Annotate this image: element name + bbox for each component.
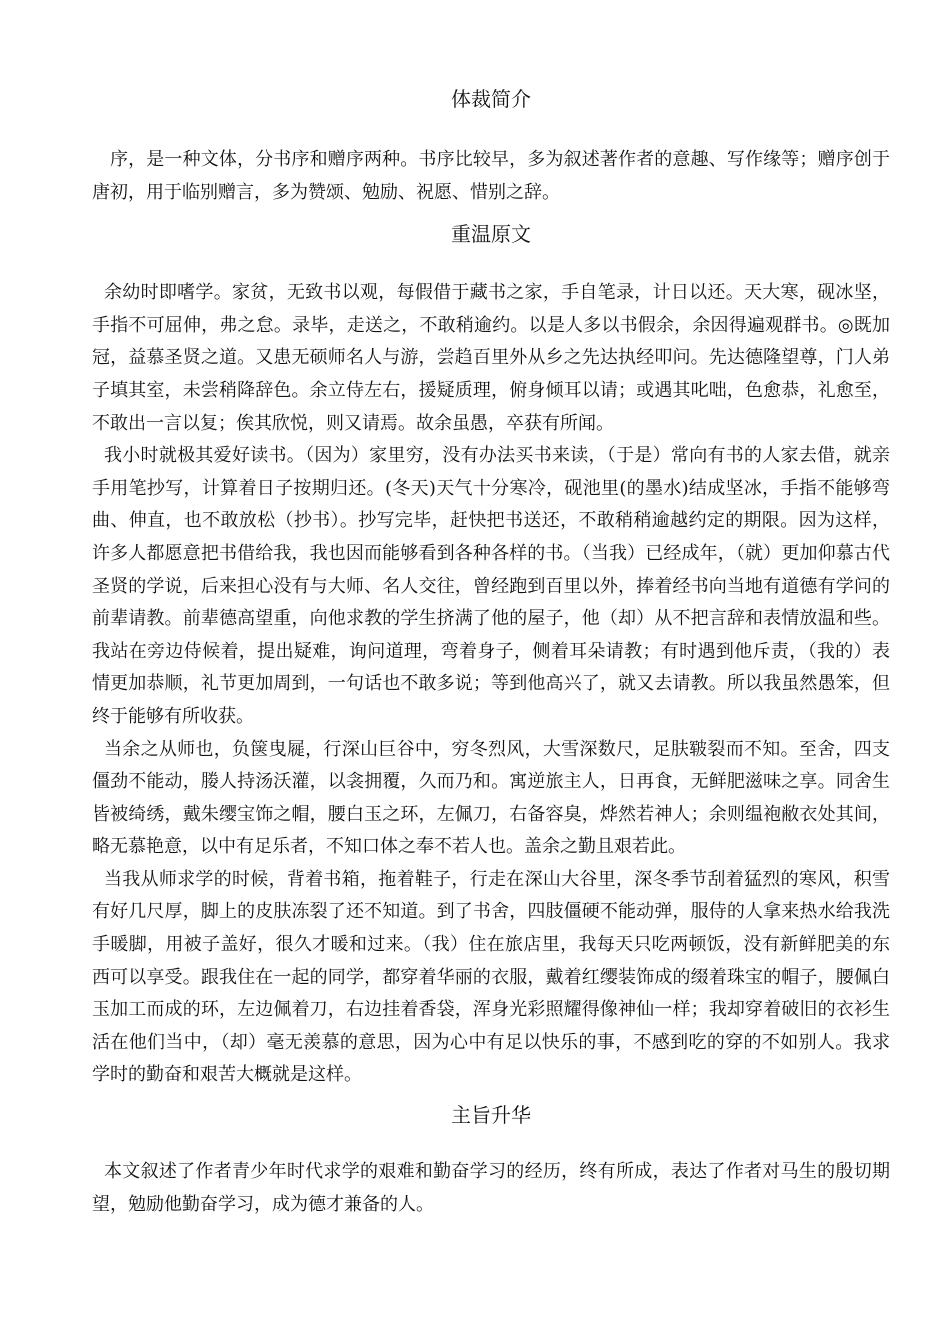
section-heading-original-text: 重温原文 bbox=[451, 222, 531, 247]
paragraph-translation-1: 我小时就极其爱好读书。（因为）家里穷，没有办法买书来读，（于是）常向有书的人家去借，就亲手用笔抄写，计算着日子按期归还。(冬天)天气十分寒冷，砚池里(的墨水)结成坚冰，手指不能够弯曲、伸直，也不敢放松（抄书）。抄写完毕，赶快把书送还，不敢稍稍逾越约定的期限。因为这样，许多人都愿意把书借给我，我也因而能够看到各种各样的书。（当我）已经成年，（就）更加仰慕古代圣贤的学说，后来担心没有与大师、名人交往，曾经跑到百里以外，捧着经书向当地有道德有学问的前辈请教。前辈德高望重，向他求教的学生挤满了他的屋子，他（却）从不把言辞和表情放温和些。我站在旁边侍候着，提出疑难，询问道理，弯着身子，侧着耳朵请教；有时遇到他斥责，（我的）表情更加恭顺，礼节更加周到，一句话也不敢多说；等到他高兴了，就又去请教。所以我虽然愚笨，但终于能够有所收获。 bbox=[92, 445, 890, 727]
paragraph-original-2: 当余之从师也，负箧曳屣，行深山巨谷中，穷冬烈风，大雪深数尺，足肤皲裂而不知。至舍，四支僵劲不能动，媵人持汤沃灌，以衾拥覆，久而乃和。寓逆旅主人，日再食，无鲜肥滋味之享。同舍生皆被绮绣，戴朱缨宝饰之帽，腰白玉之环，左佩刀，右备容臭，烨然若神人；余则缊袍敝衣处其间，略无慕艳意，以中有足乐者，不知口体之奉不若人也。盖余之勤且艰若此。 bbox=[92, 738, 890, 858]
section-heading-genre: 体裁简介 bbox=[451, 87, 531, 111]
section-heading-theme: 主旨升华 bbox=[451, 1103, 531, 1128]
paragraph-original-1: 余幼时即嗜学。家贫，无致书以观，每假借于藏书之家，手自笔录，计日以还。天大寒，砚冰坚，手指不可屈伸，弗之怠。录毕，走送之，不敢稍逾约。以是人多以书假余，余因得遍观群书。◎既加冠，益慕圣贤之道。又患无硕师名人与游，尝趋百里外从乡之先达执经叩问。先达德隆望尊，门人弟子填其室，未尝稍降辞色。余立侍左右，援疑质理，俯身倾耳以请；或遇其叱咄，色愈恭，礼愈至，不敢出一言以复；俟其欣悦，则又请焉。故余虽愚，卒获有所闻。 bbox=[92, 282, 890, 434]
paragraph-translation-2: 当我从师求学的时候，背着书箱，拖着鞋子，行走在深山大谷里，深冬季节刮着猛烈的寒风，积雪有好几尺厚，脚上的皮肤冻裂了还不知道。到了书舍，四肢僵硬不能动弹，服侍的人拿来热水给我洗手暖脚，用被子盖好，很久才暖和过来。（我）住在旅店里，我每天只吃两顿饭，没有新鲜肥美的东西可以享受。跟我住在一起的同学，都穿着华丽的衣服，戴着红缨装饰成的缀着珠宝的帽子，腰佩白玉加工而成的环，左边佩着刀，右边挂着香袋，浑身光彩照耀得像神仙一样；我却穿着破旧的衣衫生活在他们当中，（却）毫无羡慕的意思，因为心中有足以快乐的事，不感到吃的穿的不如别人。我求学时的勤奋和艰苦大概就是这样。 bbox=[92, 868, 890, 1086]
paragraph-genre-intro: 序，是一种文体，分书序和赠序两种。书序比较早，多为叙述著作者的意趣、写作缘等；赠序创于唐初，用于临别赠言，多为赞颂、勉励、祝愿、惜别之辞。 bbox=[92, 149, 890, 203]
paragraph-theme: 本文叙述了作者青少年时代求学的艰难和勤奋学习的经历，终有所成，表达了作者对马生的殷切期望，勉励他勤奋学习，成为德才兼备的人。 bbox=[92, 1161, 890, 1215]
